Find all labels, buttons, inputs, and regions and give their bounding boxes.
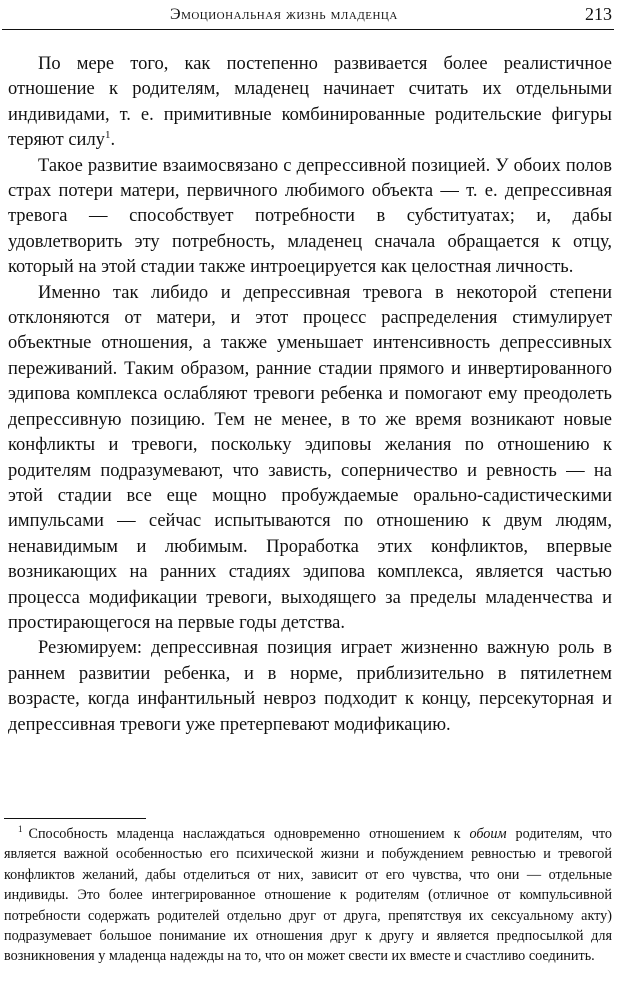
footnote-emphasis: обоим	[469, 826, 507, 842]
main-text	[8, 52, 612, 738]
footnote-marker: 1	[18, 824, 23, 835]
paragraph-4: Резюмируем: депрессивная позиция играет жизненно важную роль в раннем развитии ребенка, и в норме, приблизительно в пятилетнем возрасте, когда инфантильный невроз подходит к концу, персекуторная и депрессивная тревоги уже претерпевают модификацию.	[8, 638, 612, 735]
header-rule	[2, 29, 614, 30]
footnote-rule	[4, 818, 146, 819]
paragraph-1-end: .	[110, 130, 116, 151]
paragraph-1	[8, 52, 612, 154]
footnote-reference[interactable]: 1	[104, 129, 111, 142]
page-number: 213	[585, 4, 612, 24]
footnote	[4, 824, 612, 967]
paragraph-1-text: По мере того, как постепенно развивается более реалистичное отношение к родителям, младенец начинает считать их отдельными индивидами, т. е. примитивные комбинированные родительские фигуры теряют силу	[8, 54, 612, 151]
paragraph-2: Такое развитие взаимосвязано с депрессивной позицией. У обоих полов страх потери матери, первичного любимого объекта — т. е. депрессивная тревога — способствует потребности в субституатах; и, дабы удовлетворить эту потребность, младенец сначала обращается к отцу, который на этой стадии также интроецируется как целостная личность.	[8, 155, 612, 278]
footnote-text-start: Способность младенца наслаждаться одновременно отношением к	[28, 826, 470, 842]
running-head	[0, 4, 620, 30]
paragraph-3: Именно так либидо и депрессивная тревога в некоторой степени отклоняются от матери, и этот процесс распределения стимулирует объектные отношения, а также уменьшает интенсивность депрессивных переживаний. Таким образом, ранние стадии прямого и инвертированного эдипова комплекса ослабляют тревоги ребенка и помогают ему преодолеть депрессивную позицию. Тем не менее, в то же время возникают новые конфликты и тревоги, поскольку эдиповы желания по отношению к родителям подразумевают, что зависть, соперничество и ревность — на этой стадии все еще мощно пробуждаемые орально-садистическими импульсами — сейчас испытываются по отношению к двум людям, ненавидимым и любимым. Проработка этих конфликтов, впервые возникающих на ранних стадиях эдипова комплекса, является частью процесса модификации тревоги, выходящего за пределы младенчества и простирающегося на первые годы детства.	[8, 282, 612, 633]
footnote-text-end: родителям, что является важной особенностью его психической жизни и побуждением ревностью и тревогой конфликтов желаний, дабы отделиться от них, зависит от его чувства, что они — отдельные индивиды. Это более интегрированное отношение к родителям (отличное от компульсивной потребности содержать родителей отдельно друг от друга, препятствуя их сексуальному акту) подразумевает большое понимание их отношения друг к другу и является предпосылкой для возникновения у младенца надежды на то, что он может свести их вместе и счастливо соединить.	[4, 826, 612, 965]
running-title: Эмоциональная жизнь младенца	[170, 6, 398, 23]
footnote-paragraph	[4, 824, 612, 967]
